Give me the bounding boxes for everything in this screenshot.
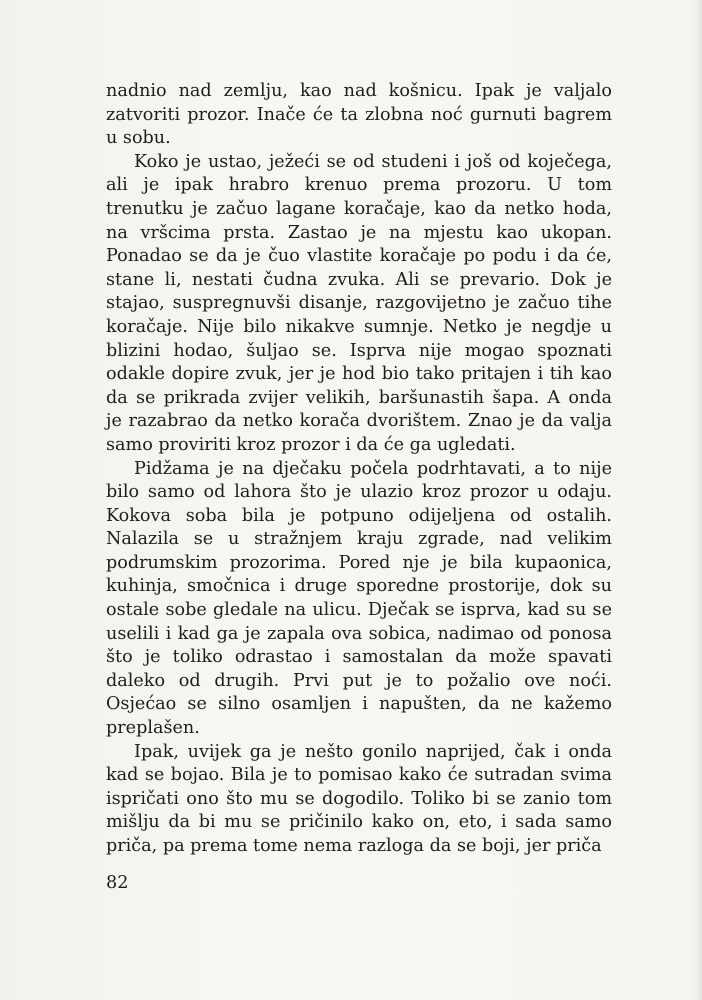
body-text (106, 80, 612, 859)
page-number: 82 (106, 873, 129, 893)
paragraph-continuation: nadnio nad zemlju, kao nad košnicu. Ipak je valjalo zatvoriti prozor. Inače će ta zlobna noć gurnuti bagrem u sobu. (106, 81, 612, 149)
paragraph: Pidžama je na dječaku počela podrhtavati, a to nije bilo samo od lahora što je ulazio kroz prozor u odaju. Kokova soba bila je potpuno odijeljena od ostalih. Nalazila se u stražnjem kraju zgrade, nad velikim podrumskim prozorima. Pored nje je bila kupaonica, kuhinja, smočnica i druge sporedne prostorije, dok su ostale sobe gledale na ulicu. Dječak se isprva, kad su se uselili i kad ga je zapala ova sobica, nadimao od ponosa što je toliko odrastao i samostalan da može spavati daleko od drugih. Prvi put je to požalio ove noći. Osjećao se silno osamljen i napušten, da ne kažemo preplašen. (106, 458, 612, 739)
page-edge-shadow (694, 0, 702, 1000)
paragraph: Koko je ustao, ježeći se od studeni i još od koječega, ali je ipak hrabro krenuo prema prozoru. U tom trenutku je začuo lagane koračaje, kao da netko hoda, na vršcima prsta. Zastao je na mjestu kao ukopan. Ponadao se da je čuo vlastite koračaje po podu i da će, stane li, nestati čudna zvuka. Ali se prevario. Dok je stajao, suspregnuvši disanje, razgovijetno je začuo tihe koračaje. Nije bilo nikakve sumnje. Netko je negdje u blizini hodao, šuljao se. Isprva nije mogao spoznati odakle dopire zvuk, jer je hod bio tako pritajen i tih kao da se prikrada zvijer velikih, baršunastih šapa. A onda je razabrao da netko korača dvorištem. Znao je da valja samo proviriti kroz prozor i da će ga ugledati. (106, 151, 612, 455)
paragraph: Ipak, uvijek ga je nešto gonilo naprijed, čak i onda kad se bojao. Bila je to pomisao kako će sutradan svima ispričati ono što mu se dogodilo. Toliko bi se zanio tom mišlju da bi mu se pričinilo kako on, eto, i sada samo priča, pa prema tome nema razloga da se boji, jer priča (106, 741, 612, 856)
